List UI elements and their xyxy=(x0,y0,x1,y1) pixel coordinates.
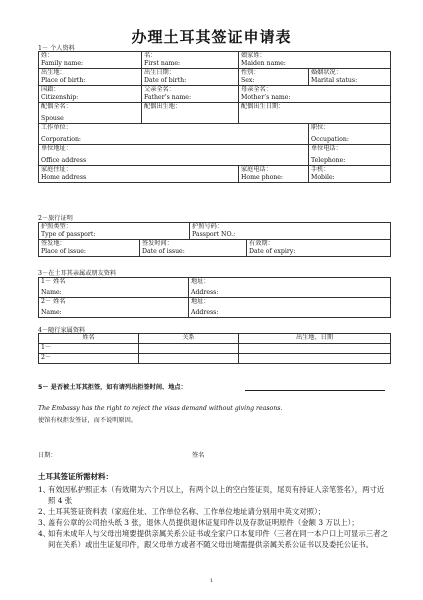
section-family-heading: 4－随行家属资料 xyxy=(38,327,86,334)
materials-title: 土耳其签证所需材料： xyxy=(38,472,113,481)
relatives-table xyxy=(38,277,391,318)
marital-status-field[interactable]: 婚姻状况： Marital status: xyxy=(309,69,391,86)
section-relatives-heading: 3－在土耳其亲属或朋友资料 xyxy=(38,270,117,277)
visa-refusal-answer-line[interactable] xyxy=(245,390,385,391)
relative-address-field[interactable]: 地址： Address: xyxy=(189,278,391,298)
family-row xyxy=(39,354,391,364)
given-name-field[interactable]: 名： First name: xyxy=(142,52,239,69)
birthplace-field[interactable]: 出生地： Place of birth: xyxy=(39,69,142,86)
passport-type-field[interactable]: 护照类型： Type of passport: xyxy=(39,223,190,240)
issue-place-field[interactable]: 签发地： Place of issue: xyxy=(39,240,140,257)
materials-list xyxy=(38,484,388,550)
form-title: 办理土耳其签证申请表 xyxy=(131,28,292,46)
visa-refusal-question: 5－ 是否被土耳其拒签，如有请列出拒签时间、地点： xyxy=(38,384,187,391)
relative-row xyxy=(39,278,391,298)
material-item: 1、 有效因私护照正本（有效期为六个月以上，有两个以上的空白签证页，尾页有持证人亲笔签名），两寸近照 4 张 xyxy=(38,485,385,505)
family-row-label[interactable]: 1－ xyxy=(39,344,139,354)
family-birth-cell[interactable] xyxy=(239,344,391,354)
family-table xyxy=(38,333,391,364)
family-row xyxy=(39,344,391,354)
relative-name-field[interactable]: 2－ 姓名 Name: xyxy=(39,298,189,318)
birthdate-field[interactable]: 出生日期： Date of birth: xyxy=(142,69,239,86)
occupation-field[interactable]: 职位： Occupation: xyxy=(309,124,391,145)
relative-address-field[interactable]: 地址： Address: xyxy=(189,298,391,318)
family-header-name: 姓名 xyxy=(39,334,139,344)
family-relation-cell[interactable] xyxy=(139,344,239,354)
spouse-name-field[interactable]: 配偶全名： Spouse xyxy=(39,103,142,124)
office-telephone-field[interactable]: 单位电话： Telephone: xyxy=(309,145,391,166)
embassy-notice-cn: 使馆有权拒发签证，而不说明原因。 xyxy=(38,417,137,424)
issue-date-field[interactable]: 签发时间： Date of issue: xyxy=(140,240,247,257)
date-label: 日期： xyxy=(38,452,57,459)
family-header-birth: 出生地、日期 xyxy=(239,334,391,344)
material-item: 4、 如有未成年人与父母出境要提供亲属关系公证书或全家户口本复印件（三者在同一本户口上可显示三者之间在关系）或出生证复印件，跟父母单方或者不随父母出境需提供亲属关系公证书以及委托公证书。 xyxy=(38,529,388,549)
home-address-field[interactable]: 家庭住址： Home address xyxy=(39,166,239,183)
employer-field[interactable]: 工作单位： Corporation: xyxy=(39,124,309,145)
relative-name-field[interactable]: 1－ 姓名 Name: xyxy=(39,278,189,298)
family-relation-cell[interactable] xyxy=(139,354,239,364)
family-birth-cell[interactable] xyxy=(239,354,391,364)
spouse-birthplace-field[interactable]: 配偶出生地： xyxy=(142,103,239,124)
family-header-relation: 关系 xyxy=(139,334,239,344)
passport-number-field[interactable]: 护照号码： Passport NO.: xyxy=(190,223,391,240)
home-phone-field[interactable]: 家庭电话： Home phone: xyxy=(239,166,309,183)
mother-name-field[interactable]: 母亲全名： Mother’s name: xyxy=(239,86,391,103)
surname-field[interactable]: 姓： Family name: xyxy=(39,52,142,69)
relative-row xyxy=(39,298,391,318)
maiden-name-field[interactable]: 娘家姓： Maiden name: xyxy=(239,52,391,69)
office-address-field[interactable]: 单位地址： Office address xyxy=(39,145,309,166)
spouse-birthdate-field[interactable]: 配偶出生日期： xyxy=(239,103,391,124)
page-number: 1 xyxy=(209,578,214,584)
embassy-notice-en: The Embassy has the right to reject the visas demand without giving reasons. xyxy=(38,405,283,412)
mobile-field[interactable]: 手机： Mobile: xyxy=(309,166,391,183)
sex-field[interactable]: 性别： Sex: xyxy=(239,69,309,86)
personal-info-table xyxy=(38,51,391,183)
father-name-field[interactable]: 父亲全名： Father’s name: xyxy=(142,86,239,103)
signature-label: 签名 xyxy=(192,452,205,459)
section-personal-heading: 1－ 个人资料 xyxy=(38,45,75,52)
material-item: 2、 土耳其签证资料表（家庭住址、工作单位名称、工作单位地址请分别用中英文对照）； xyxy=(38,507,326,516)
passport-table xyxy=(38,222,391,257)
expiry-date-field[interactable]: 有效期： Date of expiry: xyxy=(247,240,391,257)
family-row-label[interactable]: 2－ xyxy=(39,354,139,364)
section-travel-doc-heading: 2－旅行证明 xyxy=(38,215,73,222)
material-item: 3、 盖有公章的公司抬头纸 3 张，退休人员提供退休证复印件以及存款证明原件（金额 3 万以上）； xyxy=(38,518,359,527)
citizenship-field[interactable]: 国籍： Citizenship: xyxy=(39,86,142,103)
